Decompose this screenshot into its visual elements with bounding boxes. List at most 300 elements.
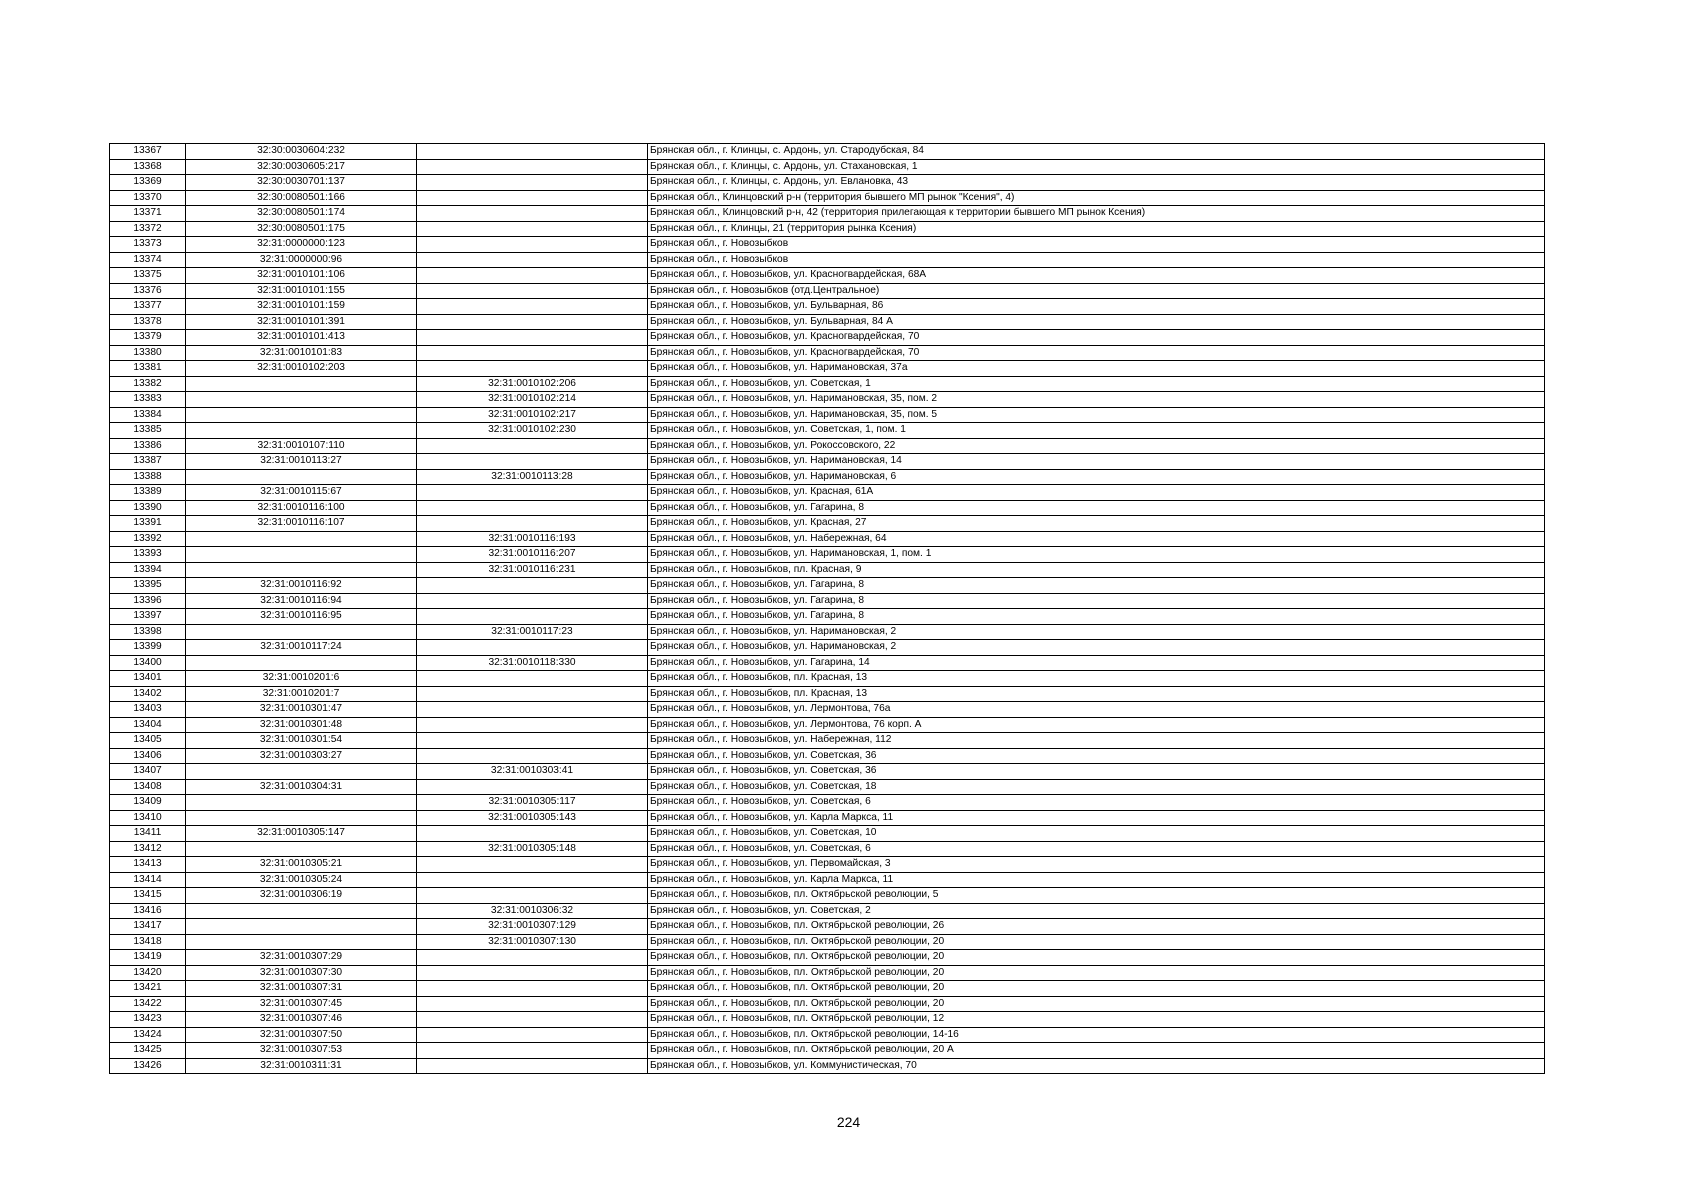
cadastral-number-alt-cell (417, 748, 648, 764)
address-cell: Брянская обл., г. Новозыбков, пл. Октябрьской революции, 20 (648, 965, 1545, 981)
row-number-cell: 13426 (110, 1058, 186, 1074)
address-cell: Брянская обл., г. Новозыбков, пл. Октябрьской революции, 26 (648, 919, 1545, 935)
cadastral-number-alt-cell: 32:31:0010116:193 (417, 531, 648, 547)
row-number-cell: 13405 (110, 733, 186, 749)
address-cell: Брянская обл., г. Новозыбков, ул. Рокоссовского, 22 (648, 438, 1545, 454)
cadastral-number-cell: 32:31:0010305:147 (186, 826, 417, 842)
row-number-cell: 13413 (110, 857, 186, 873)
table-row (110, 469, 1545, 485)
address-cell: Брянская обл., г. Клинцы, с. Ардонь, ул. Евлановка, 43 (648, 175, 1545, 191)
row-number-cell: 13417 (110, 919, 186, 935)
address-cell: Брянская обл., г. Новозыбков, ул. Советская, 36 (648, 748, 1545, 764)
cadastral-number-cell: 32:30:0080501:175 (186, 221, 417, 237)
row-number-cell: 13398 (110, 624, 186, 640)
table-row (110, 547, 1545, 563)
address-cell: Брянская обл., г. Новозыбков, ул. Наримановская, 35, пом. 5 (648, 407, 1545, 423)
row-number-cell: 13380 (110, 345, 186, 361)
row-number-cell: 13370 (110, 190, 186, 206)
address-cell: Брянская обл., г. Новозыбков, пл. Октябрьской революции, 12 (648, 1012, 1545, 1028)
cadastral-number-alt-cell (417, 361, 648, 377)
cadastral-number-alt-cell (417, 981, 648, 997)
address-cell: Брянская обл., г. Новозыбков, ул. Красная, 27 (648, 516, 1545, 532)
address-cell: Брянская обл., г. Новозыбков (648, 252, 1545, 268)
cadastral-number-cell (186, 531, 417, 547)
address-cell: Брянская обл., г. Клинцы, с. Ардонь, ул. Стародубская, 84 (648, 144, 1545, 160)
row-number-cell: 13418 (110, 934, 186, 950)
row-number-cell: 13388 (110, 469, 186, 485)
registry-table-body (110, 144, 1545, 1074)
row-number-cell: 13369 (110, 175, 186, 191)
table-row (110, 624, 1545, 640)
cadastral-number-alt-cell: 32:31:0010306:32 (417, 903, 648, 919)
table-row (110, 578, 1545, 594)
cadastral-number-cell: 32:31:0010113:27 (186, 454, 417, 470)
address-cell: Брянская обл., г. Новозыбков, пл. Октябрьской революции, 20 А (648, 1043, 1545, 1059)
cadastral-number-alt-cell (417, 330, 648, 346)
row-number-cell: 13376 (110, 283, 186, 299)
cadastral-number-alt-cell (417, 175, 648, 191)
cadastral-number-cell: 32:31:0010101:106 (186, 268, 417, 284)
row-number-cell: 13391 (110, 516, 186, 532)
cadastral-number-cell (186, 655, 417, 671)
address-cell: Брянская обл., г. Новозыбков, ул. Красногвардейская, 70 (648, 345, 1545, 361)
table-row (110, 407, 1545, 423)
address-cell: Брянская обл., г. Новозыбков, ул. Советская, 36 (648, 764, 1545, 780)
address-cell: Брянская обл., г. Новозыбков, ул. Бульварная, 86 (648, 299, 1545, 315)
row-number-cell: 13389 (110, 485, 186, 501)
cadastral-number-cell: 32:31:0010107:110 (186, 438, 417, 454)
cadastral-number-alt-cell (417, 314, 648, 330)
row-number-cell: 13377 (110, 299, 186, 315)
address-cell: Брянская обл., г. Новозыбков, ул. Наримановская, 2 (648, 640, 1545, 656)
row-number-cell: 13422 (110, 996, 186, 1012)
cadastral-number-cell (186, 903, 417, 919)
address-cell: Брянская обл., г. Новозыбков, ул. Гагарина, 8 (648, 609, 1545, 625)
cadastral-number-cell: 32:31:0010305:24 (186, 872, 417, 888)
address-cell: Брянская обл., г. Новозыбков, пл. Октябрьской революции, 20 (648, 981, 1545, 997)
cadastral-number-alt-cell (417, 1058, 648, 1074)
table-row (110, 733, 1545, 749)
address-cell: Брянская обл., Клинцовский р-н (территория бывшего МП рынок "Ксения", 4) (648, 190, 1545, 206)
row-number-cell: 13392 (110, 531, 186, 547)
table-row (110, 1058, 1545, 1074)
row-number-cell: 13397 (110, 609, 186, 625)
table-row (110, 454, 1545, 470)
address-cell: Брянская обл., г. Новозыбков, ул. Набережная, 112 (648, 733, 1545, 749)
address-cell: Брянская обл., г. Новозыбков, ул. Красногвардейская, 68А (648, 268, 1545, 284)
address-cell: Брянская обл., г. Новозыбков, ул. Бульварная, 84 А (648, 314, 1545, 330)
row-number-cell: 13368 (110, 159, 186, 175)
row-number-cell: 13423 (110, 1012, 186, 1028)
table-row (110, 1043, 1545, 1059)
registry-table (109, 143, 1545, 1074)
address-cell: Брянская обл., г. Новозыбков, ул. Наримановская, 35, пом. 2 (648, 392, 1545, 408)
row-number-cell: 13419 (110, 950, 186, 966)
address-cell: Брянская обл., г. Новозыбков, ул. Советская, 10 (648, 826, 1545, 842)
table-row (110, 965, 1545, 981)
table-row (110, 562, 1545, 578)
row-number-cell: 13421 (110, 981, 186, 997)
cadastral-number-cell: 32:31:0010102:203 (186, 361, 417, 377)
row-number-cell: 13385 (110, 423, 186, 439)
cadastral-number-cell: 32:31:0010117:24 (186, 640, 417, 656)
cadastral-number-alt-cell (417, 950, 648, 966)
cadastral-number-alt-cell (417, 888, 648, 904)
table-row (110, 655, 1545, 671)
row-number-cell: 13411 (110, 826, 186, 842)
cadastral-number-alt-cell (417, 438, 648, 454)
cadastral-number-alt-cell (417, 717, 648, 733)
row-number-cell: 13381 (110, 361, 186, 377)
cadastral-number-cell: 32:30:0080501:166 (186, 190, 417, 206)
table-row (110, 826, 1545, 842)
row-number-cell: 13379 (110, 330, 186, 346)
cadastral-number-alt-cell: 32:31:0010118:330 (417, 655, 648, 671)
table-row (110, 996, 1545, 1012)
table-row (110, 593, 1545, 609)
cadastral-number-cell (186, 934, 417, 950)
cadastral-number-alt-cell: 32:31:0010116:207 (417, 547, 648, 563)
cadastral-number-alt-cell (417, 237, 648, 253)
address-cell: Брянская обл., г. Новозыбков, ул. Красногвардейская, 70 (648, 330, 1545, 346)
cadastral-number-alt-cell (417, 345, 648, 361)
cadastral-number-alt-cell (417, 190, 648, 206)
row-number-cell: 13400 (110, 655, 186, 671)
cadastral-number-alt-cell (417, 1027, 648, 1043)
table-row (110, 795, 1545, 811)
table-row (110, 237, 1545, 253)
table-row (110, 314, 1545, 330)
table-row (110, 779, 1545, 795)
row-number-cell: 13402 (110, 686, 186, 702)
table-row (110, 159, 1545, 175)
cadastral-number-cell: 32:30:0030701:137 (186, 175, 417, 191)
cadastral-number-cell (186, 919, 417, 935)
table-row (110, 872, 1545, 888)
cadastral-number-alt-cell: 32:31:0010102:230 (417, 423, 648, 439)
address-cell: Брянская обл., Клинцовский р-н, 42 (территория прилегающая к территории бывшего МП рынок Ксения) (648, 206, 1545, 222)
cadastral-number-alt-cell (417, 516, 648, 532)
cadastral-number-cell: 32:31:0010201:6 (186, 671, 417, 687)
table-row (110, 516, 1545, 532)
table-row (110, 144, 1545, 160)
table-row (110, 640, 1545, 656)
row-number-cell: 13408 (110, 779, 186, 795)
cadastral-number-cell: 32:31:0010306:19 (186, 888, 417, 904)
address-cell: Брянская обл., г. Новозыбков, пл. Красная, 13 (648, 686, 1545, 702)
row-number-cell: 13396 (110, 593, 186, 609)
cadastral-number-cell (186, 423, 417, 439)
cadastral-number-alt-cell (417, 144, 648, 160)
cadastral-number-cell: 32:31:0010301:47 (186, 702, 417, 718)
table-row (110, 330, 1545, 346)
table-row (110, 950, 1545, 966)
table-row (110, 376, 1545, 392)
address-cell: Брянская обл., г. Новозыбков, пл. Октябрьской революции, 20 (648, 996, 1545, 1012)
cadastral-number-cell (186, 624, 417, 640)
address-cell: Брянская обл., г. Новозыбков (отд.Центральное) (648, 283, 1545, 299)
row-number-cell: 13406 (110, 748, 186, 764)
cadastral-number-alt-cell (417, 702, 648, 718)
address-cell: Брянская обл., г. Новозыбков, пл. Октябрьской революции, 20 (648, 950, 1545, 966)
address-cell: Брянская обл., г. Новозыбков, ул. Гагарина, 8 (648, 500, 1545, 516)
address-cell: Брянская обл., г. Новозыбков, пл. Октябрьской революции, 20 (648, 934, 1545, 950)
table-row (110, 1027, 1545, 1043)
cadastral-number-alt-cell (417, 578, 648, 594)
cadastral-number-cell: 32:31:0010101:159 (186, 299, 417, 315)
cadastral-number-cell: 32:30:0030605:217 (186, 159, 417, 175)
cadastral-number-alt-cell: 32:31:0010116:231 (417, 562, 648, 578)
row-number-cell: 13384 (110, 407, 186, 423)
cadastral-number-cell: 32:31:0000000:123 (186, 237, 417, 253)
cadastral-number-cell: 32:31:0010201:7 (186, 686, 417, 702)
address-cell: Брянская обл., г. Новозыбков, ул. Красная, 61А (648, 485, 1545, 501)
row-number-cell: 13387 (110, 454, 186, 470)
table-row (110, 438, 1545, 454)
cadastral-number-cell: 32:31:0010307:45 (186, 996, 417, 1012)
address-cell: Брянская обл., г. Новозыбков, ул. Советская, 6 (648, 841, 1545, 857)
cadastral-number-cell: 32:31:0010307:30 (186, 965, 417, 981)
cadastral-number-alt-cell (417, 965, 648, 981)
table-row (110, 919, 1545, 935)
row-number-cell: 13410 (110, 810, 186, 826)
cadastral-number-cell: 32:31:0010101:413 (186, 330, 417, 346)
cadastral-number-cell: 32:31:0010305:21 (186, 857, 417, 873)
table-row (110, 531, 1545, 547)
cadastral-number-cell: 32:31:0010304:31 (186, 779, 417, 795)
address-cell: Брянская обл., г. Новозыбков, пл. Красная, 13 (648, 671, 1545, 687)
cadastral-number-cell: 32:30:0030604:232 (186, 144, 417, 160)
address-cell: Брянская обл., г. Новозыбков, ул. Карла Маркса, 11 (648, 872, 1545, 888)
row-number-cell: 13407 (110, 764, 186, 780)
cadastral-number-alt-cell (417, 733, 648, 749)
row-number-cell: 13374 (110, 252, 186, 268)
cadastral-number-cell: 32:31:0010116:92 (186, 578, 417, 594)
table-row (110, 888, 1545, 904)
address-cell: Брянская обл., г. Новозыбков, ул. Советская, 6 (648, 795, 1545, 811)
row-number-cell: 13373 (110, 237, 186, 253)
cadastral-number-alt-cell (417, 485, 648, 501)
cadastral-number-alt-cell (417, 299, 648, 315)
row-number-cell: 13382 (110, 376, 186, 392)
address-cell: Брянская обл., г. Новозыбков, ул. Наримановская, 37а (648, 361, 1545, 377)
cadastral-number-alt-cell: 32:31:0010305:148 (417, 841, 648, 857)
address-cell: Брянская обл., г. Новозыбков (648, 237, 1545, 253)
address-cell: Брянская обл., г. Клинцы, с. Ардонь, ул. Стахановская, 1 (648, 159, 1545, 175)
table-row (110, 190, 1545, 206)
cadastral-number-alt-cell (417, 454, 648, 470)
cadastral-number-alt-cell: 32:31:0010305:117 (417, 795, 648, 811)
cadastral-number-cell: 32:31:0010303:27 (186, 748, 417, 764)
row-number-cell: 13375 (110, 268, 186, 284)
table-row (110, 361, 1545, 377)
table-row (110, 857, 1545, 873)
cadastral-number-cell: 32:31:0010301:54 (186, 733, 417, 749)
address-cell: Брянская обл., г. Новозыбков, ул. Первомайская, 3 (648, 857, 1545, 873)
cadastral-number-cell: 32:31:0000000:96 (186, 252, 417, 268)
cadastral-number-alt-cell: 32:31:0010305:143 (417, 810, 648, 826)
address-cell: Брянская обл., г. Новозыбков, ул. Лермонтова, 76а (648, 702, 1545, 718)
row-number-cell: 13415 (110, 888, 186, 904)
cadastral-number-alt-cell (417, 857, 648, 873)
table-row (110, 268, 1545, 284)
cadastral-number-alt-cell (417, 1043, 648, 1059)
cadastral-number-cell: 32:31:0010307:46 (186, 1012, 417, 1028)
cadastral-number-cell: 32:31:0010307:31 (186, 981, 417, 997)
table-row (110, 717, 1545, 733)
table-row (110, 671, 1545, 687)
address-cell: Брянская обл., г. Новозыбков, ул. Набережная, 64 (648, 531, 1545, 547)
cadastral-number-cell: 32:31:0010101:83 (186, 345, 417, 361)
address-cell: Брянская обл., г. Новозыбков, пл. Октябрьской революции, 14-16 (648, 1027, 1545, 1043)
row-number-cell: 13371 (110, 206, 186, 222)
cadastral-number-alt-cell (417, 593, 648, 609)
table-row (110, 934, 1545, 950)
table-row (110, 981, 1545, 997)
cadastral-number-cell (186, 795, 417, 811)
cadastral-number-cell: 32:31:0010101:391 (186, 314, 417, 330)
cadastral-number-cell: 32:31:0010307:50 (186, 1027, 417, 1043)
cadastral-number-alt-cell: 32:31:0010303:41 (417, 764, 648, 780)
cadastral-number-cell (186, 562, 417, 578)
row-number-cell: 13386 (110, 438, 186, 454)
cadastral-number-cell (186, 841, 417, 857)
table-row (110, 500, 1545, 516)
cadastral-number-alt-cell (417, 500, 648, 516)
table-row (110, 485, 1545, 501)
address-cell: Брянская обл., г. Новозыбков, пл. Красная, 9 (648, 562, 1545, 578)
row-number-cell: 13414 (110, 872, 186, 888)
cadastral-number-alt-cell (417, 221, 648, 237)
cadastral-number-cell (186, 764, 417, 780)
table-row (110, 702, 1545, 718)
cadastral-number-alt-cell (417, 686, 648, 702)
cadastral-number-cell: 32:31:0010116:94 (186, 593, 417, 609)
cadastral-number-alt-cell (417, 640, 648, 656)
cadastral-number-cell: 32:31:0010116:100 (186, 500, 417, 516)
cadastral-number-cell: 32:31:0010101:155 (186, 283, 417, 299)
row-number-cell: 13409 (110, 795, 186, 811)
cadastral-number-alt-cell (417, 609, 648, 625)
cadastral-number-cell (186, 376, 417, 392)
cadastral-number-cell (186, 469, 417, 485)
cadastral-number-alt-cell (417, 268, 648, 284)
row-number-cell: 13378 (110, 314, 186, 330)
cadastral-number-cell: 32:31:0010115:67 (186, 485, 417, 501)
address-cell: Брянская обл., г. Новозыбков, ул. Лермонтова, 76 корп. А (648, 717, 1545, 733)
address-cell: Брянская обл., г. Новозыбков, пл. Октябрьской революции, 5 (648, 888, 1545, 904)
row-number-cell: 13399 (110, 640, 186, 656)
cadastral-number-cell: 32:31:0010301:48 (186, 717, 417, 733)
table-row (110, 1012, 1545, 1028)
row-number-cell: 13401 (110, 671, 186, 687)
table-row (110, 252, 1545, 268)
cadastral-number-alt-cell: 32:31:0010102:206 (417, 376, 648, 392)
row-number-cell: 13404 (110, 717, 186, 733)
cadastral-number-cell: 32:31:0010116:95 (186, 609, 417, 625)
address-cell: Брянская обл., г. Новозыбков, ул. Советская, 1 (648, 376, 1545, 392)
cadastral-number-cell: 32:31:0010311:31 (186, 1058, 417, 1074)
cadastral-number-alt-cell (417, 671, 648, 687)
table-row (110, 392, 1545, 408)
address-cell: Брянская обл., г. Новозыбков, ул. Наримановская, 14 (648, 454, 1545, 470)
cadastral-number-alt-cell (417, 779, 648, 795)
row-number-cell: 13420 (110, 965, 186, 981)
row-number-cell: 13383 (110, 392, 186, 408)
row-number-cell: 13395 (110, 578, 186, 594)
cadastral-number-cell: 32:31:0010307:29 (186, 950, 417, 966)
cadastral-number-alt-cell (417, 826, 648, 842)
address-cell: Брянская обл., г. Новозыбков, ул. Гагарина, 14 (648, 655, 1545, 671)
row-number-cell: 13424 (110, 1027, 186, 1043)
cadastral-number-cell: 32:31:0010116:107 (186, 516, 417, 532)
table-row (110, 686, 1545, 702)
table-row (110, 810, 1545, 826)
address-cell: Брянская обл., г. Новозыбков, ул. Гагарина, 8 (648, 578, 1545, 594)
row-number-cell: 13372 (110, 221, 186, 237)
table-row (110, 175, 1545, 191)
page-number: 224 (836, 1114, 861, 1130)
cadastral-number-cell (186, 810, 417, 826)
row-number-cell: 13416 (110, 903, 186, 919)
cadastral-number-cell (186, 547, 417, 563)
address-cell: Брянская обл., г. Новозыбков, ул. Гагарина, 8 (648, 593, 1545, 609)
table-row (110, 423, 1545, 439)
cadastral-number-alt-cell: 32:31:0010102:214 (417, 392, 648, 408)
table-row (110, 609, 1545, 625)
cadastral-number-alt-cell (417, 206, 648, 222)
cadastral-number-alt-cell: 32:31:0010307:130 (417, 934, 648, 950)
row-number-cell: 13393 (110, 547, 186, 563)
address-cell: Брянская обл., г. Новозыбков, ул. Наримановская, 2 (648, 624, 1545, 640)
row-number-cell: 13390 (110, 500, 186, 516)
address-cell: Брянская обл., г. Клинцы, 21 (территория рынка Ксения) (648, 221, 1545, 237)
cadastral-number-cell: 32:31:0010307:53 (186, 1043, 417, 1059)
table-row (110, 299, 1545, 315)
table-row (110, 283, 1545, 299)
address-cell: Брянская обл., г. Новозыбков, ул. Советская, 18 (648, 779, 1545, 795)
row-number-cell: 13367 (110, 144, 186, 160)
cadastral-number-alt-cell (417, 252, 648, 268)
table-row (110, 345, 1545, 361)
table-row (110, 206, 1545, 222)
cadastral-number-cell: 32:30:0080501:174 (186, 206, 417, 222)
cadastral-number-cell (186, 407, 417, 423)
table-row (110, 221, 1545, 237)
address-cell: Брянская обл., г. Новозыбков, ул. Советская, 1, пом. 1 (648, 423, 1545, 439)
cadastral-number-cell (186, 392, 417, 408)
table-row (110, 903, 1545, 919)
cadastral-number-alt-cell (417, 283, 648, 299)
address-cell: Брянская обл., г. Новозыбков, ул. Коммунистическая, 70 (648, 1058, 1545, 1074)
cadastral-number-alt-cell (417, 996, 648, 1012)
table-row (110, 764, 1545, 780)
cadastral-number-alt-cell (417, 159, 648, 175)
table-row (110, 841, 1545, 857)
cadastral-number-alt-cell: 32:31:0010113:28 (417, 469, 648, 485)
row-number-cell: 13394 (110, 562, 186, 578)
address-cell: Брянская обл., г. Новозыбков, ул. Советская, 2 (648, 903, 1545, 919)
address-cell: Брянская обл., г. Новозыбков, ул. Наримановская, 1, пом. 1 (648, 547, 1545, 563)
cadastral-number-alt-cell (417, 1012, 648, 1028)
row-number-cell: 13425 (110, 1043, 186, 1059)
row-number-cell: 13403 (110, 702, 186, 718)
cadastral-number-alt-cell: 32:31:0010117:23 (417, 624, 648, 640)
table-row (110, 748, 1545, 764)
cadastral-number-alt-cell (417, 872, 648, 888)
address-cell: Брянская обл., г. Новозыбков, ул. Карла Маркса, 11 (648, 810, 1545, 826)
row-number-cell: 13412 (110, 841, 186, 857)
